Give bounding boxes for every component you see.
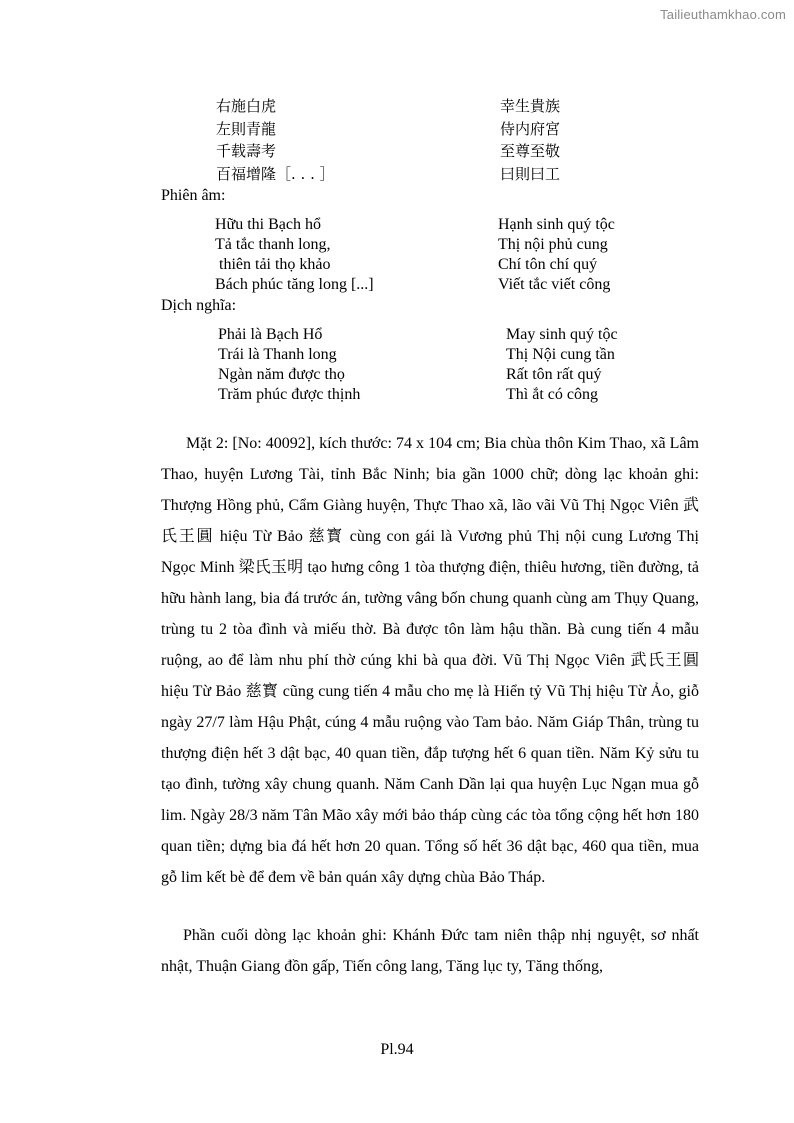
verse-line: Hạnh sinh quý tộc xyxy=(498,216,615,233)
han-line: 曰則曰工 xyxy=(500,164,561,183)
han-line: 左則青龍 xyxy=(216,119,277,138)
han-line: 至尊至敬 xyxy=(500,142,561,160)
verse-line: Chí tôn chí quý xyxy=(498,256,598,273)
body-paragraph: Phần cuối dòng lạc khoản ghi: Khánh Đức tam niên thập nhị nguyệt, sơ nhất nhật, Thuận Giang đồn gấp, Tiến công lang, Tăng lục ty, Tăng thống, xyxy=(161,927,699,975)
body-paragraph: Mặt 2: [No: 40092], kích thước: 74 x 104 cm; Bia chùa thôn Kim Thao, xã Lâm Thao, huyện Lương Tài, tỉnh Bắc Ninh; bia gần 1000 chữ; dòng lạc khoản ghi: Thượng Hồng phủ, Cẩm Giàng huyện, Thực Thao xã, lão vãi Vũ Thị Ngọc Viên 武氏王圓 hiệu Từ Bảo 慈寳 cùng con gái là Vương phủ Thị nội cung Lương Thị Ngọc Minh 梁氏玉明 tạo hưng công 1 tòa thượng điện, thiêu hương, tiền đường, tả hữu hành lang, bia đá trước án, tường vâng bốn chung quanh cùng am Thụy Quang, trùng tu 2 tòa đình và miếu thờ. Bà được tôn làm hậu thần. Bà cung tiến 4 mẫu ruộng, ao để làm nhu phí thờ cúng khi bà qua đời. Vũ Thị Ngọc Viên 武氏王圓 hiệu Từ Bảo 慈寳 cũng cung tiến 4 mẫu cho mẹ là Hiển tỷ Vũ Thị hiệu Từ Ảo, giỗ ngày 27/7 làm Hậu Phật, cúng 4 mẫu ruộng vào Tam bảo. Năm Giáp Thân, trùng tu thượng điện hết 3 dật bạc, 40 quan tiền, đắp tượng hết 6 quan tiền. Năm Kỷ sửu tu tạo đình, tường xây chung quanh. Năm Canh Dần lại qua huyện Lục Ngạn mua gỗ lim. Ngày 28/3 năm Tân Mão xây mới bảo tháp cùng các tòa tổng cộng hết hơn 180 quan tiền; dựng bia đá hết hơn 20 quan. Tổng số hết 36 dật bạc, 460 qua tiền, mua gỗ lim kết bè để đem về bản quán xây dựng chùa Bảo Tháp. xyxy=(161,435,699,886)
dich-nghia-left xyxy=(218,325,360,405)
han-line: 侍内府宮 xyxy=(500,119,561,138)
watermark: Tailieuthamkhao.com xyxy=(660,7,786,22)
verse-line: Thị Nội cung tần xyxy=(506,346,615,363)
verse-line: Trái là Thanh long xyxy=(218,346,337,363)
verse-line: Trăm phúc được thịnh xyxy=(218,386,361,403)
phien-am-left xyxy=(215,215,374,295)
verse-line: Viết tắc viết công xyxy=(498,276,611,293)
verse-line: Thì ắt có công xyxy=(506,386,598,403)
verse-line: Rất tôn rất quý xyxy=(506,366,602,383)
verse-line: Bách phúc tăng long [...] xyxy=(215,276,374,293)
phien-am-right xyxy=(498,215,615,295)
verse-line: Ngàn năm được thọ xyxy=(218,366,345,383)
han-line: 千载壽考 xyxy=(216,142,277,160)
verse-line: Hữu thi Bạch hổ xyxy=(215,216,321,233)
verse-line: May sinh quý tộc xyxy=(506,326,618,343)
han-line: 幸生貴族 xyxy=(500,97,561,115)
verse-line: thiên tải thọ khảo xyxy=(215,256,331,273)
verse-line: Thị nội phủ cung xyxy=(498,236,608,253)
dich-nghia-right xyxy=(506,325,618,405)
verse-line: Phải là Bạch Hổ xyxy=(218,326,323,343)
dich-nghia-label: Dịch nghĩa: xyxy=(161,297,237,314)
han-line: 右施白虎 xyxy=(216,97,277,115)
han-line: 百福增隆［. . . ］ xyxy=(216,164,335,183)
han-verse-right xyxy=(500,95,560,185)
page-number: Pl.94 xyxy=(380,1041,414,1058)
verse-line: Tả tắc thanh long, xyxy=(215,236,331,253)
phien-am-label: Phiên âm: xyxy=(161,187,226,204)
han-verse-left xyxy=(216,95,335,185)
